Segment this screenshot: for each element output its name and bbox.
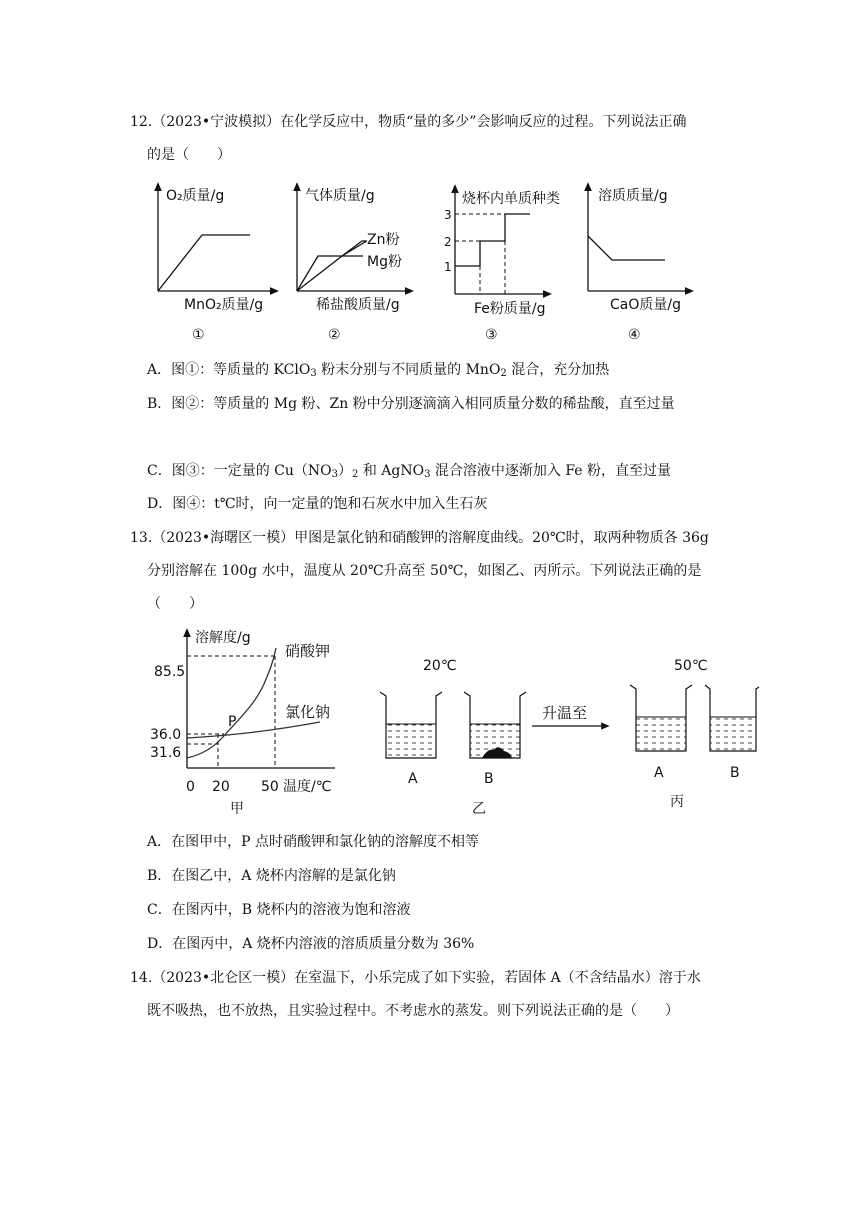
q12-graphs	[140, 176, 700, 346]
graph3-tick-1: 1	[444, 260, 452, 274]
q12-stem-line1: 12.（2023•宁波模拟）在化学反应中，物质“量的多少”会影响反应的过程。下列说法正确	[130, 114, 687, 130]
graph-1	[158, 186, 275, 343]
bing-beaker-a-solution	[636, 717, 686, 751]
jia-y-label-31-6: 31.6	[150, 745, 182, 761]
heating-arrow	[532, 704, 606, 726]
q13-option-a: A．在图甲中，P 点时硝酸钾和氯化钠的溶解度不相等	[147, 834, 479, 850]
q14-stem-line1: 14.（2023•北仑区一模）在室温下，小乐完成了如下实验，若固体 A（不含结晶水）溶于水	[130, 970, 701, 986]
q13-stem-line3: （ ）	[147, 596, 203, 612]
graph4-number: ④	[628, 327, 641, 343]
graph-4	[588, 186, 690, 343]
yi-temperature: 20℃	[423, 658, 457, 674]
bing-caption: 丙	[670, 794, 684, 810]
q12-option-d: D．图④：t℃时，向一定量的饱和石灰水中加入生石灰	[147, 496, 488, 512]
beakers-bing	[630, 658, 759, 810]
graph3-tick-2: 2	[444, 235, 452, 249]
graph2-number: ②	[328, 327, 341, 343]
q13-option-b: B．在图乙中，A 烧杯内溶解的是氯化钠	[147, 868, 396, 884]
graph4-xlabel: CaO质量/g	[610, 297, 681, 313]
q13-stem-line2: 分别溶解在 100g 水中，温度从 20℃升高至 50℃，如图乙、丙所示。下列说法正确的是	[147, 563, 702, 579]
jia-y-label-36-0: 36.0	[150, 727, 182, 743]
graph-2	[297, 186, 410, 343]
q12-option-b: B．图②：等质量的 Mg 粉、Zn 粉中分别逐滴滴入相同质量分数的稀盐酸，直至过量	[147, 396, 675, 412]
bing-beaker-b-solution	[710, 717, 756, 751]
jia-caption: 甲	[230, 801, 244, 817]
jia-x-label-20: 20	[212, 779, 230, 795]
q13-option-d: D．在图丙中，A 烧杯内溶液的溶质质量分数为 36%	[147, 936, 475, 952]
graph3-number: ③	[485, 327, 498, 343]
graph2-mg-curve	[297, 256, 363, 291]
graph2-mg-label: Mg粉	[367, 254, 402, 270]
q13-option-c: C．在图丙中，B 烧杯内的溶液为饱和溶液	[147, 902, 411, 918]
graph3-ylabel: 烧杯内单质种类	[462, 191, 560, 207]
yi-beaker-a-label: A	[408, 771, 418, 787]
bing-temperature: 50℃	[674, 658, 708, 674]
jia-y-label-85-5: 85.5	[154, 664, 186, 680]
q12-stem-line2: 的是（ ）	[147, 147, 231, 163]
yi-beaker-b-label: B	[484, 771, 494, 787]
bing-beaker-b-label: B	[730, 765, 740, 781]
graph4-curve	[588, 236, 665, 260]
bing-beaker-a-label: A	[654, 765, 664, 781]
jia-xlabel: 温度/℃	[283, 779, 332, 795]
graph2-xlabel: 稀盐酸质量/g	[316, 297, 400, 313]
beakers-yi	[380, 658, 526, 817]
q13-stem-line1: 13.（2023•海曙区一模）甲图是氯化钠和硝酸钾的溶解度曲线。20℃时，取两种物质各 36g	[130, 530, 709, 546]
nacl-curve	[187, 722, 320, 738]
q13-figure	[140, 620, 760, 825]
graph1-curve	[158, 235, 250, 291]
q12-option-a: A．图①：等质量的 KClO$_3$ 粉末分别与不同质量的 MnO$_2$ 混合，充分加热	[147, 362, 610, 379]
graph2-zn-label: Zn粉	[367, 232, 400, 248]
jia-ylabel: 溶解度/g	[195, 630, 251, 646]
jia-x-label-50: 50	[261, 779, 279, 795]
nacl-label: 氯化钠	[285, 703, 331, 721]
heating-arrow-label: 升温至	[542, 704, 588, 722]
kno3-curve	[187, 648, 276, 758]
q12-option-c: C．图③：一定量的 $Cu(NO_3)_2$ 和 AgNO$_3$ 混合溶液中逐渐加入 Fe 粉，直至过量	[147, 463, 672, 480]
graph1-xlabel: MnO₂质量/g	[184, 297, 264, 313]
solubility-graph	[150, 629, 335, 817]
yi-caption: 乙	[472, 801, 486, 817]
yi-beaker-a-solution	[386, 724, 436, 758]
graph2-ylabel: 气体质量/g	[305, 188, 375, 204]
kno3-label: 硝酸钾	[285, 642, 331, 660]
graph1-ylabel: O₂质量/g	[166, 188, 225, 204]
jia-x-label-0: 0	[186, 779, 195, 795]
graph4-ylabel: 溶质质量/g	[598, 188, 668, 204]
graph3-step-line	[455, 214, 530, 266]
graph-3	[444, 188, 560, 343]
point-p-label: P	[228, 714, 237, 730]
graph1-number: ①	[192, 327, 205, 343]
graph3-xlabel: Fe粉质量/g	[474, 301, 546, 317]
graph3-tick-3: 3	[444, 208, 452, 222]
q14-stem-line2: 既不吸热，也不放热，且实验过程中。不考虑水的蒸发。则下列说法正确的是（ ）	[147, 1003, 679, 1019]
